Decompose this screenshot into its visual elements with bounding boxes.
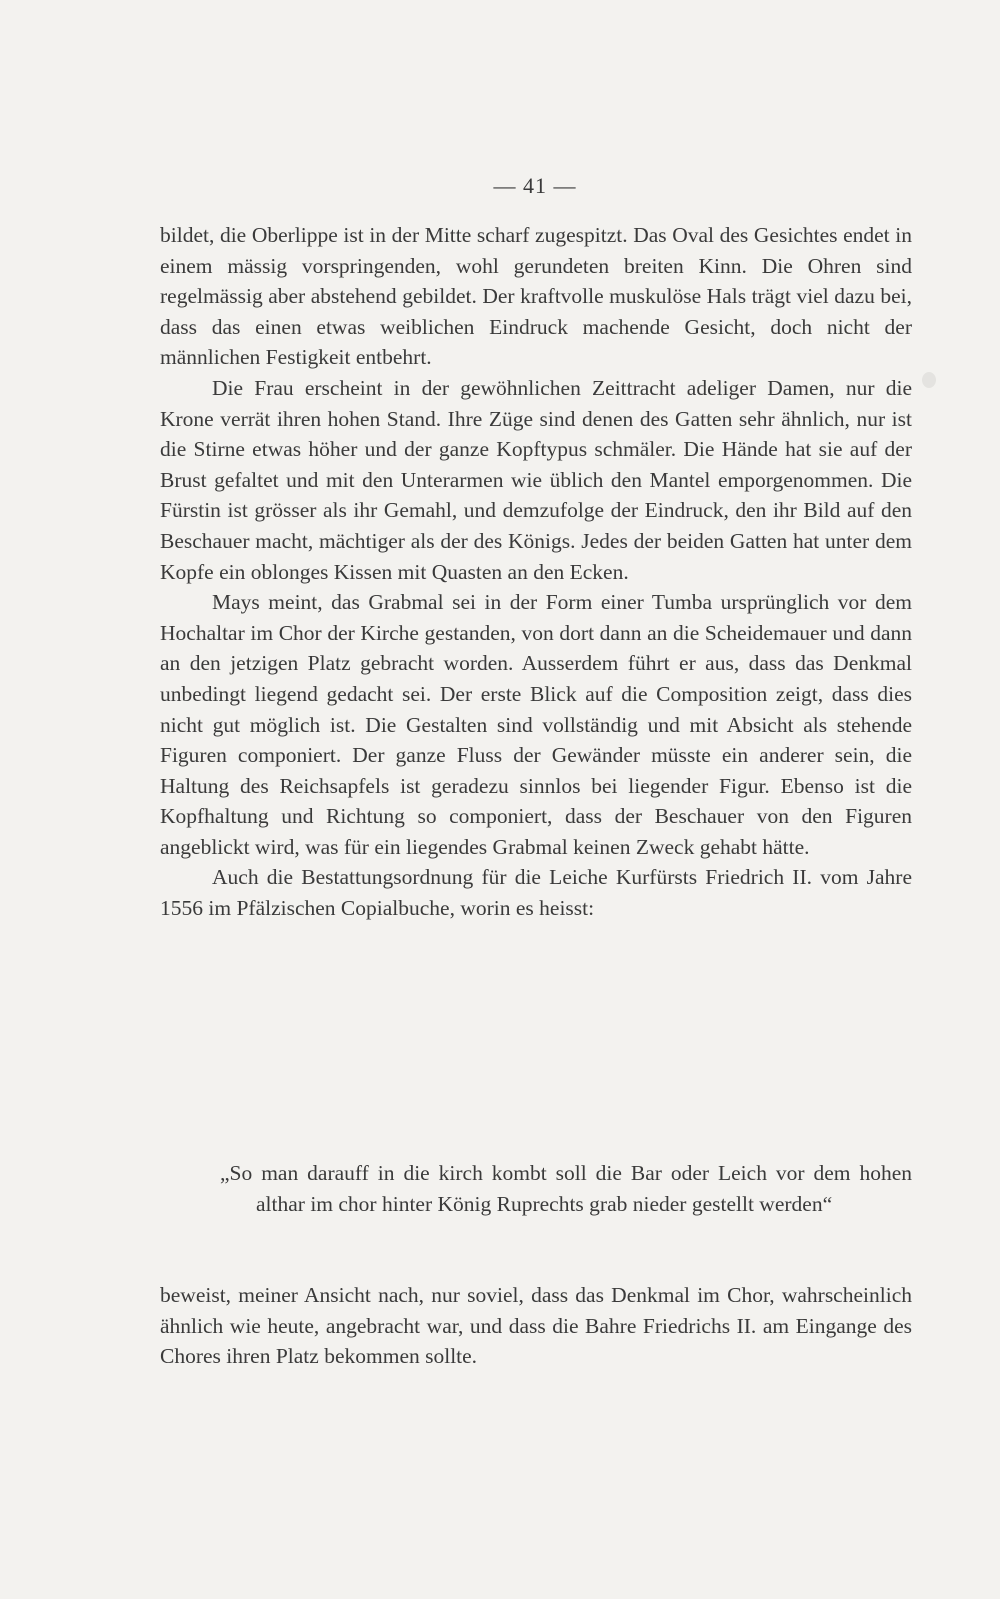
paragraph-4: Auch die Bestattungsordnung für die Leiche Kurfürsts Friedrich II. vom Jahre 1556 im Pfälzischen Copialbuche, worin es heisst: [160,865,912,921]
page-number: — 41 — [493,173,577,198]
body-text-top [160,220,912,924]
quote-text: „So man darauff in die kirch kombt soll die Bar oder Leich vor dem hohen althar im chor hinter König Ruprechts grab nieder gestellt werden“ [220,1161,912,1216]
paragraph-2: Die Frau erscheint in der gewöhnlichen Zeittracht adeliger Damen, nur die Krone verrät ihren hohen Stand. Ihre Züge sind denen des Gatten sehr ähnlich, nur ist die Stirne etwas höher und der ganze Kopftypus schmäler. Die Hände hat sie auf der Brust gefaltet und mit den Unterarmen wie üblich den Mantel emporgenommen. Die Fürstin ist grösser als ihr Gemahl, und demzufolge der Eindruck, den ihr Bild auf den Beschauer macht, mächtiger als der des Königs. Jedes der beiden Gatten hat unter dem Kopfe ein oblonges Kissen mit Quasten an den Ecken. [160,375,912,584]
paragraph-3: Mays meint, das Grabmal sei in der Form einer Tumba ursprünglich vor dem Hochaltar im Chor der Kirche gestanden, von dort dann an die Scheidemauer und dann an den jetzigen Platz gebracht worden. Ausserdem führt er aus, dass das Denkmal unbedingt liegend gedacht sei. Der erste Blick auf die Composition zeigt, dass dies nicht gut möglich ist. Die Gestalten sind vollständig und mit Absicht als stehende Figuren componiert. Der ganze Fluss der Gewänder müsste ein anderer sein, die Haltung des Reichsapfels ist geradezu sinnlos bei liegender Figur. Ebenso ist die Kopfhaltung und Richtung so componiert, dass der Beschauer von den Figuren angeblickt wird, was für ein liegendes Grabmal keinen Zweck gehabt hätte. [160,590,912,859]
body-text-bottom [160,1280,912,1372]
paragraph-5: beweist, meiner Ansicht nach, nur soviel, dass das Denkmal im Chor, wahrscheinlich ähnlich wie heute, angebracht war, und dass die Bahre Friedrichs II. am Eingange des Chores ihren Platz bekommen sollte. [160,1283,912,1369]
paragraph-1: bildet, die Oberlippe ist in der Mitte scharf zugespitzt. Das Oval des Gesichtes endet in einem mässig vorspringenden, wohl gerundeten breiten Kinn. Die Ohren sind regelmässig aber abstehend gebildet. Der kraftvolle muskulöse Hals trägt viel dazu bei, dass das einen etwas weiblichen Eindruck machende Gesicht, doch nicht der männlichen Festigkeit entbehrt. [160,223,912,370]
block-quote [220,1158,912,1219]
paper-smudge [922,372,936,388]
